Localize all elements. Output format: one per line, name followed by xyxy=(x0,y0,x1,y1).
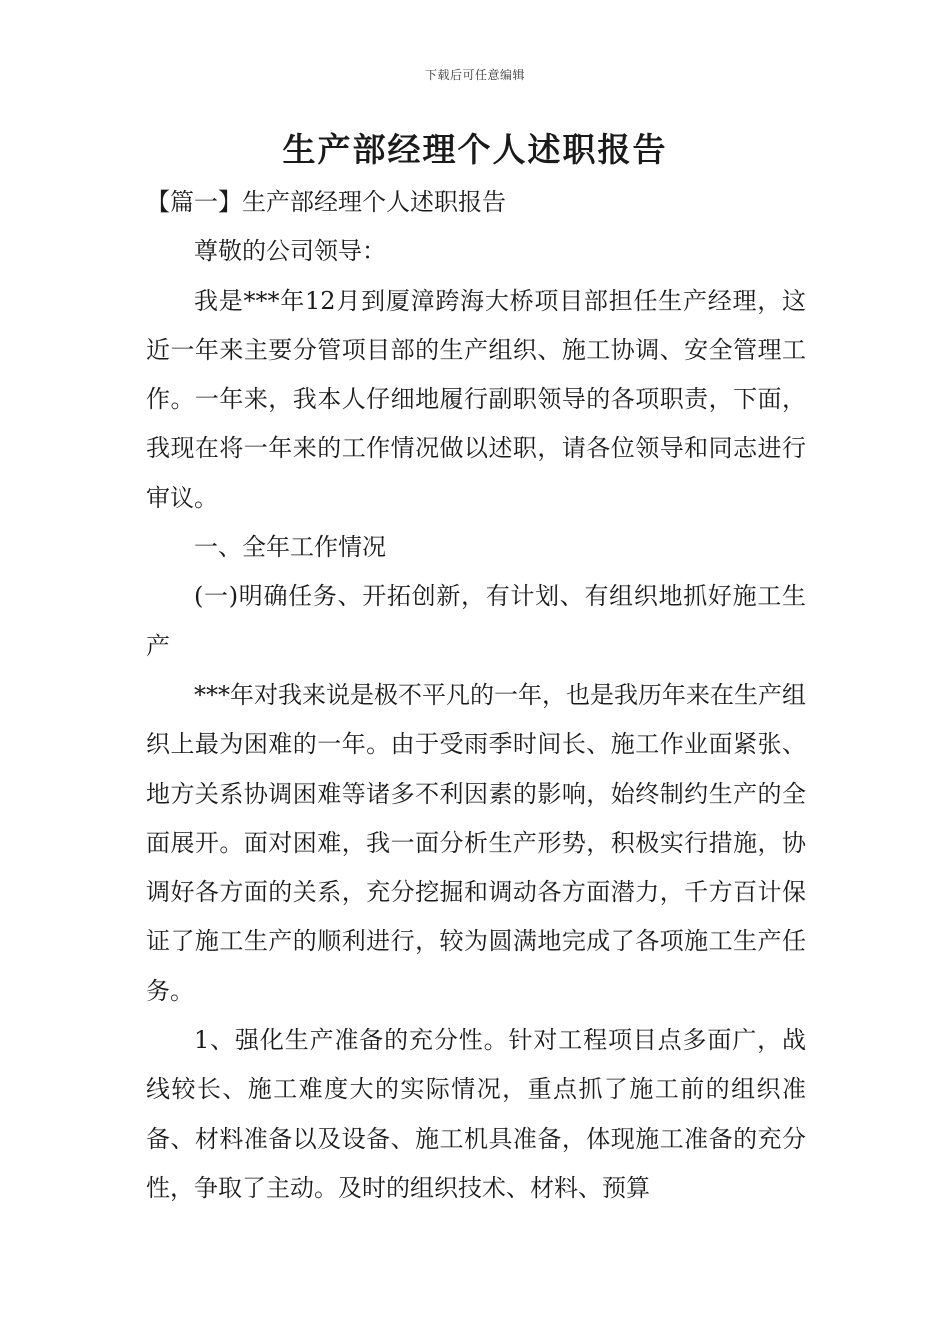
subsection-heading: (一)明确任务、开拓创新，有计划、有组织地抓好施工生产 xyxy=(146,582,806,660)
body-paragraph: ***年对我来说是极不平凡的一年，也是我历年来在生产组织上最为困难的一年。由于受雨季时间长、施工作业面紧张、地方关系协调困难等诸多不利因素的影响，始终制约生产的全面展开。面对困难，我一面分析生产形势，积极实行措施，协调好各方面的关系，充分挖掘和调动各方面潜力，千方百计保证了施工生产的顺利进行，较为圆满地完成了各项施工生产任务。 xyxy=(146,680,806,1005)
section-heading: 一、全年工作情况 xyxy=(194,533,386,562)
salutation-paragraph: 尊敬的公司领导： xyxy=(194,237,386,266)
document-body xyxy=(146,178,806,1213)
header-note: 下载后可任意编辑 xyxy=(424,68,525,82)
body-paragraph: 1、强化生产准备的充分性。针对工程项目点多面广，战线较长、施工难度大的实际情况，重点抓了施工前的组织准备、材料准备以及设备、施工机具准备，体现施工准备的充分性，争取了主动。及时的组织技术、材料、预算 xyxy=(146,1026,806,1202)
document-title: 生产部经理个人述职报告 xyxy=(282,130,668,169)
section-label: 【篇一】生产部经理个人述职报告 xyxy=(146,188,506,216)
intro-paragraph: 我是***年12月到厦漳跨海大桥项目部担任生产经理，这近一年来主要分管项目部的生产组织、施工协调、安全管理工作。一年来，我本人仔细地履行副职领导的各项职责，下面，我现在将一年来的工作情况做以述职，请各位领导和同志进行审议。 xyxy=(146,286,806,512)
